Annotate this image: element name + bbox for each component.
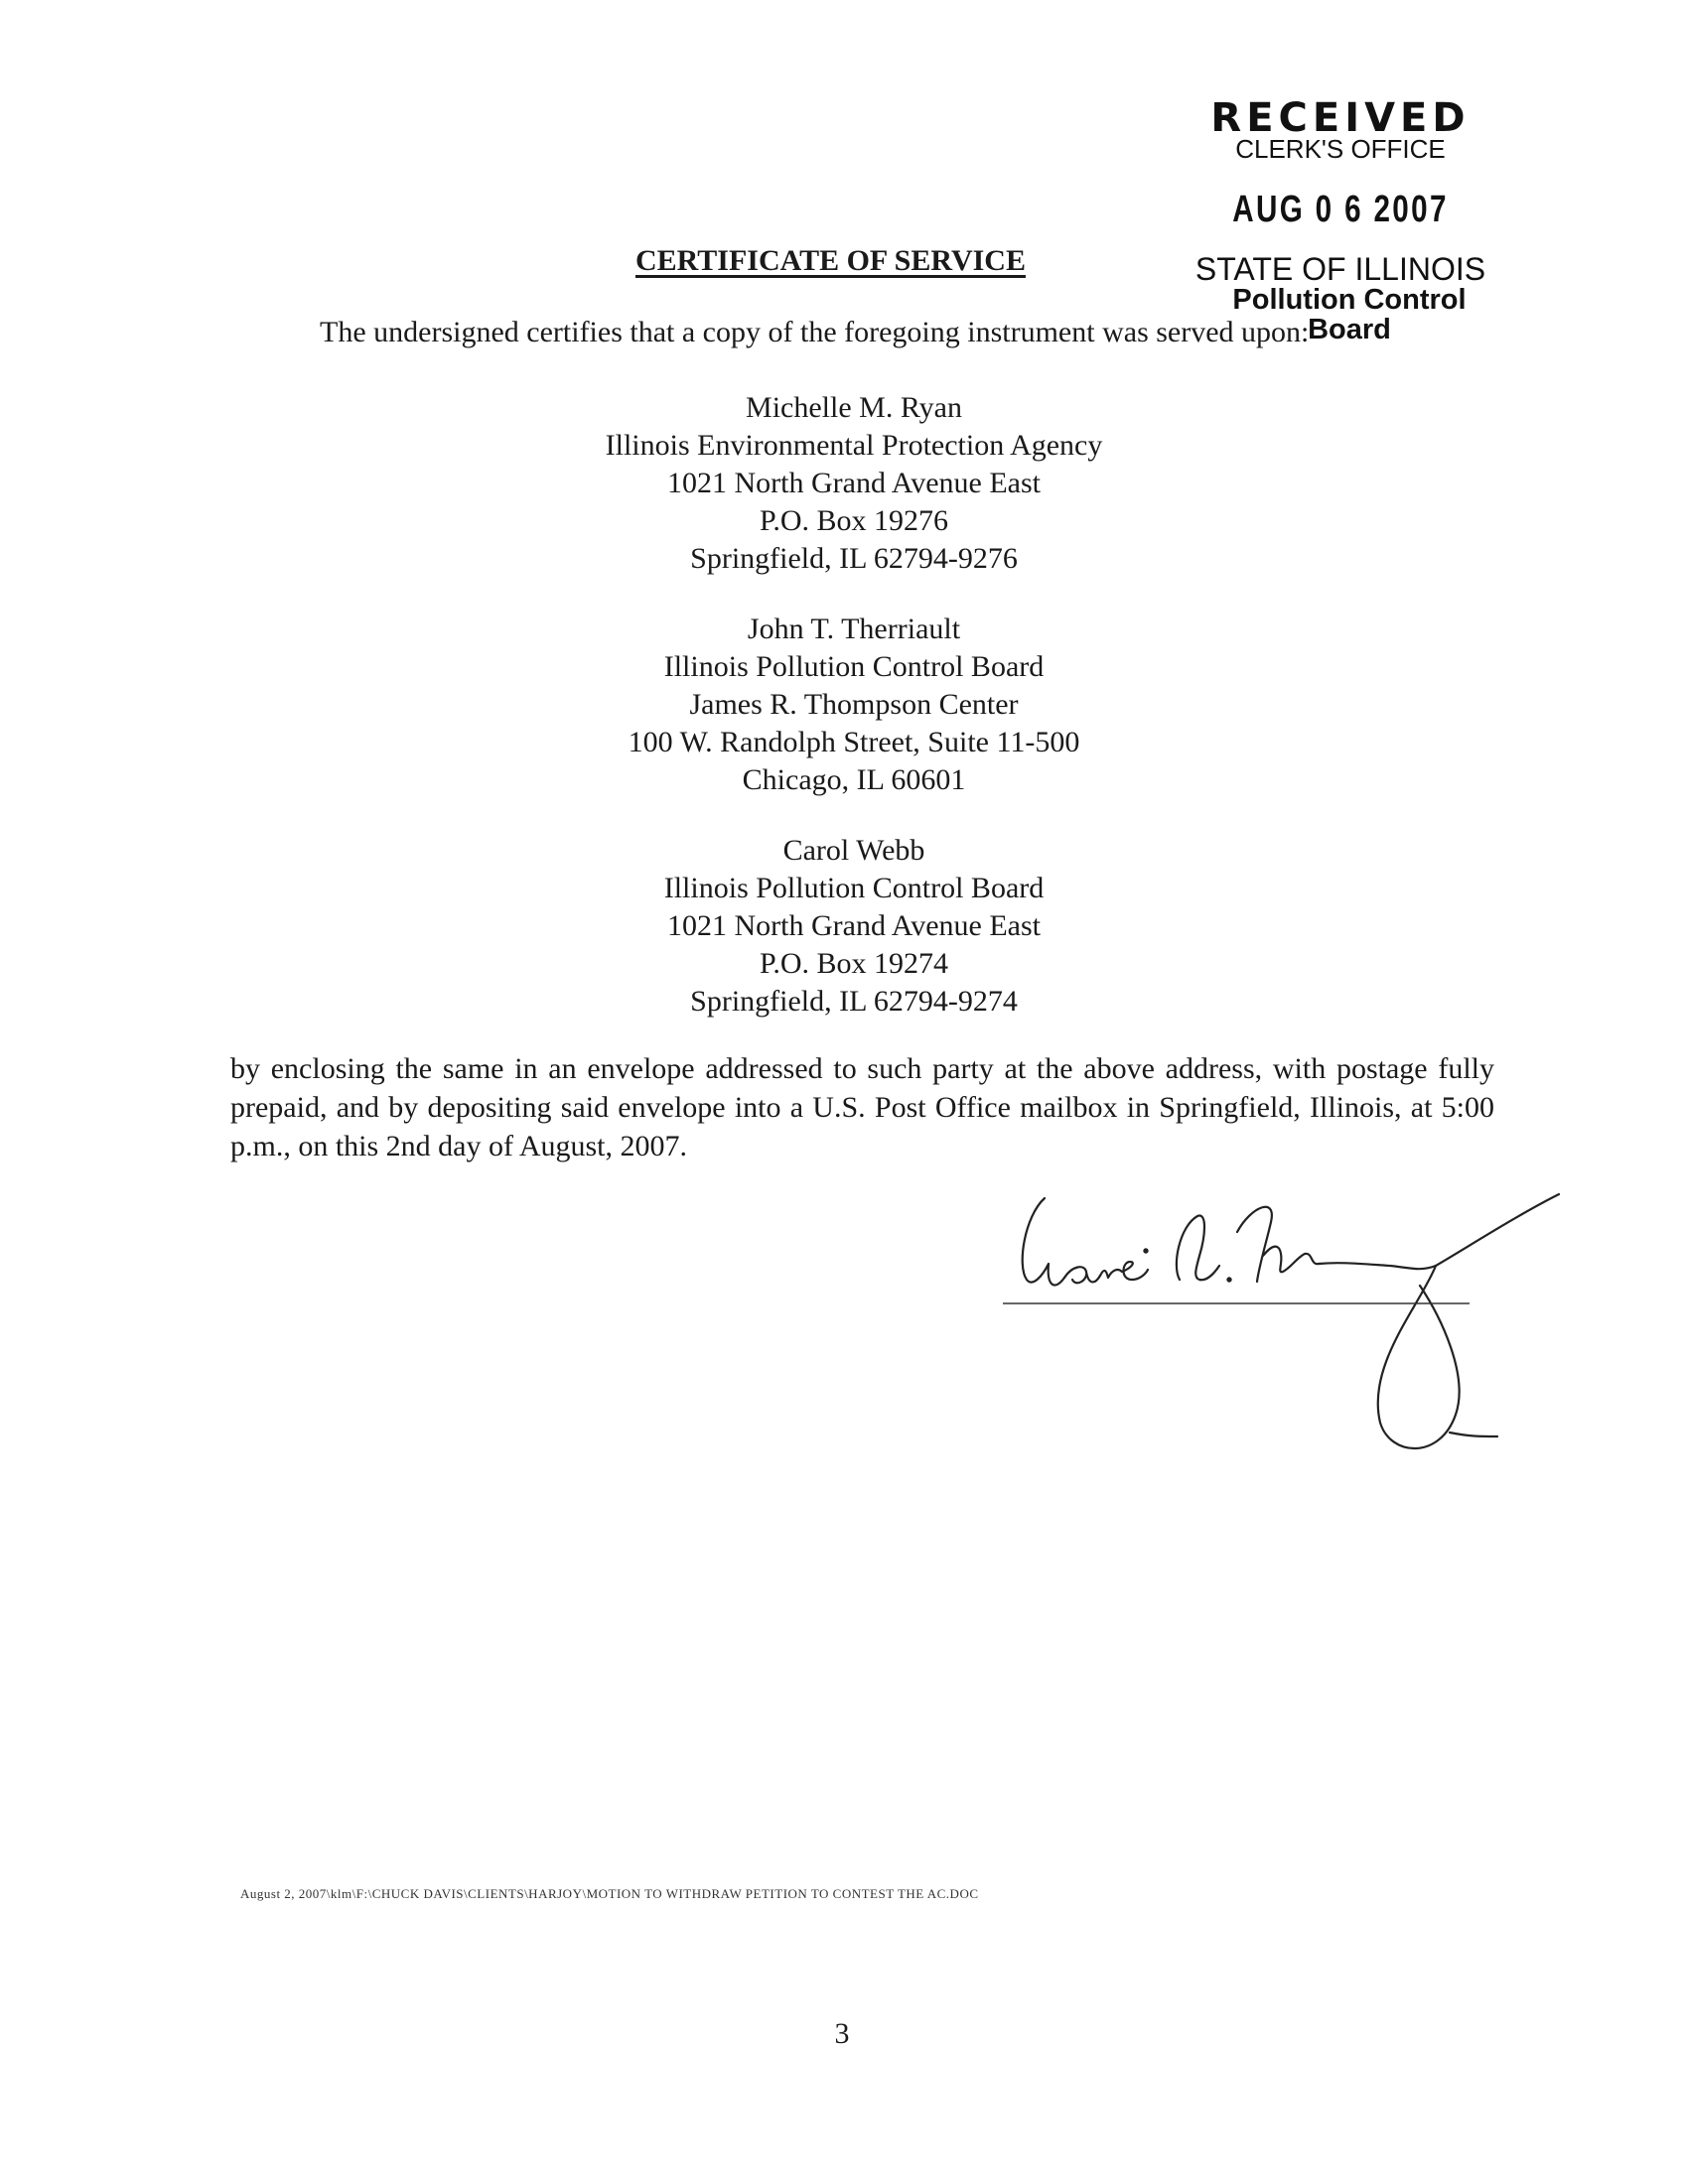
- recipient-box: P.O. Box 19274: [759, 947, 949, 980]
- recipient-city: Springfield, IL 62794-9276: [690, 542, 1018, 575]
- recipient-block: [536, 389, 1172, 578]
- recipient-name: John T. Therriault: [747, 613, 961, 645]
- stamp-received: RECEIVED: [1210, 95, 1471, 141]
- recipient-name: Carol Webb: [782, 834, 925, 867]
- recipient-street: 1021 North Grand Avenue East: [666, 909, 1042, 942]
- recipient-city: Chicago, IL 60601: [742, 763, 966, 796]
- recipient-block: [536, 832, 1172, 1021]
- recipient-building: James R. Thompson Center: [689, 688, 1019, 721]
- signature: [1003, 1176, 1599, 1454]
- closing-paragraph: by enclosing the same in an envelope addressed to such party at the above address, with postage fully prepaid, and by depositing said envelope into a U.S. Post Office mailbox in Springfield, Illinois, at 5:00 p.m., on this 2nd day of August, 2007.: [230, 1052, 1494, 1162]
- stamp-board: Pollution Control Board: [1232, 284, 1467, 345]
- recipient-city: Springfield, IL 62794-9274: [690, 985, 1018, 1018]
- recipient-org: Illinois Pollution Control Board: [663, 872, 1045, 904]
- recipient-street: 1021 North Grand Avenue East: [666, 467, 1042, 499]
- stamp-date: AUG 0 6 2007: [1232, 189, 1449, 230]
- stamp-state: STATE OF ILLINOIS: [1194, 251, 1486, 287]
- stamp-office: CLERK'S OFFICE: [1235, 134, 1446, 164]
- recipient-block: [536, 611, 1172, 799]
- recipient-org: Illinois Environmental Protection Agency: [605, 429, 1103, 462]
- page-number: 3: [834, 2017, 850, 2050]
- recipient-name: Michelle M. Ryan: [746, 391, 962, 424]
- document-title: CERTIFICATE OF SERVICE: [635, 244, 1026, 277]
- recipient-org: Illinois Pollution Control Board: [663, 650, 1045, 683]
- recipient-box: P.O. Box 19276: [759, 504, 949, 537]
- recipient-street: 100 W. Randolph Street, Suite 11-500: [628, 726, 1080, 758]
- intro-text: The undersigned certifies that a copy of the foregoing instrument was served upon:: [320, 316, 1310, 348]
- received-stamp: [1177, 97, 1504, 344]
- file-path-footer: August 2, 2007\klm\F:\CHUCK DAVIS\CLIENTS\HARJOY\MOTION TO WITHDRAW PETITION TO CONTEST THE AC.DOC: [240, 1886, 979, 1901]
